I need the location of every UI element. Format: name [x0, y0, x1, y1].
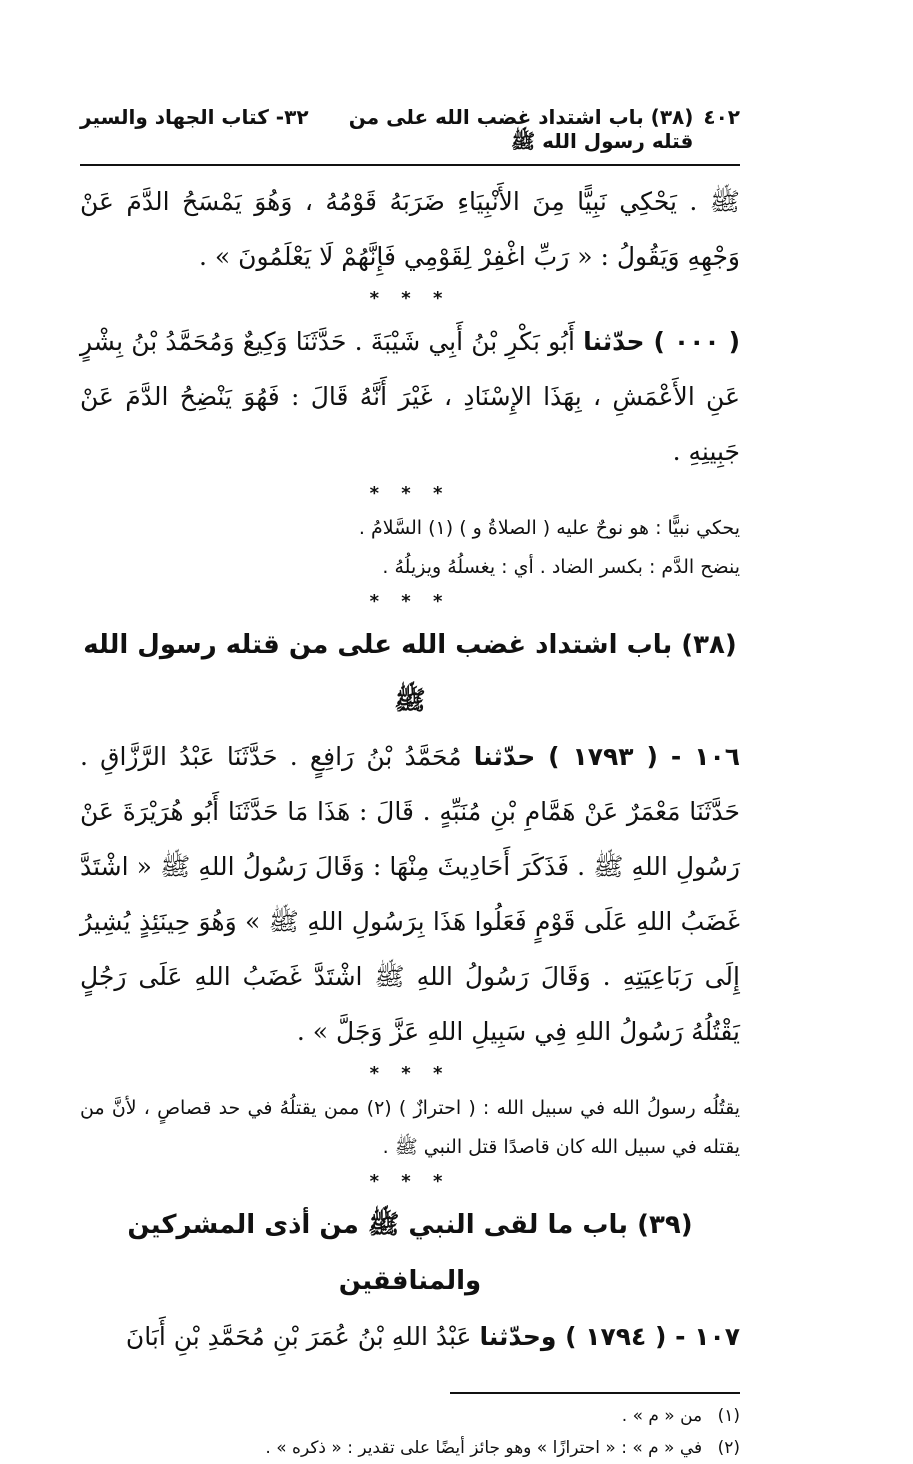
separator-stars: * * *	[369, 1171, 451, 1192]
separator-stars: * * *	[369, 288, 451, 309]
hadith-number: ١٠٦ - ( ١٧٩٣ ) حدّثنا	[473, 742, 740, 771]
document-page	[80, 105, 740, 1464]
header-book-title: ٣٢- كتاب الجهاد والسير	[80, 105, 309, 129]
commentary-note: يقتُلُه رسولُ الله في سبيل الله : ( احترازٌ ) (٢) ممن يقتلُهُ في حد قصاصٍ ، لأنَّ من يقتله في سبيل الله كان قاصدًا قتل النبي ﷺ .	[80, 1097, 740, 1158]
paragraph-1: ﷺ . يَحْكِي نَبِيًّا مِنَ الأَنْبِيَاءِ ضَرَبَهُ قَوْمُهُ ، وَهُوَ يَمْسَحُ الدَّمَ عَنْ وَجْهِهِ وَيَقُولُ : « رَبِّ اغْفِرْ لِقَوْمِي فَإِنَّهُمْ لَا يَعْلَمُونَ » .	[80, 187, 740, 271]
footnote	[80, 1400, 740, 1432]
footnote-marker: (٢)	[717, 1438, 740, 1458]
hadith-number: ( ٠٠٠ ) حدّثنا	[583, 327, 740, 356]
hadith-text: مُحَمَّدُ بْنُ رَافِعٍ . حَدَّثَنَا عَبْدُ الرَّزَّاقِ . حَدَّثَنَا مَعْمَرٌ عَنْ هَمَّامِ بْنِ مُنَبِّهٍ . قَالَ : هَذَا مَا حَدَّثَنَا أَبُو هُرَيْرَةَ عَنْ رَسُولِ اللهِ ﷺ . فَذَكَرَ أَحَادِيثَ مِنْهَا : وَقَالَ رَسُولُ اللهِ ﷺ « اشْتَدَّ غَضَبُ اللهِ عَلَى قَوْمٍ فَعَلُوا هَذَا بِرَسُولِ اللهِ ﷺ » وَهُوَ حِينَئِذٍ يُشِيرُ إِلَى رَبَاعِيَتِهِ . وَقَالَ رَسُولُ اللهِ ﷺ اشْتَدَّ غَضَبُ اللهِ عَلَى رَجُلٍ يَقْتُلُهُ رَسُولُ اللهِ فِي سَبِيلِ اللهِ عَزَّ وَجَلَّ » .	[80, 742, 740, 1046]
commentary-note: ينضح الدَّم : بكسر الضاد . أي : يغسلُهُ ويزيلُهُ .	[382, 556, 740, 578]
separator-stars: * * *	[369, 591, 451, 612]
hadith-text: عَبْدُ اللهِ بْنُ عُمَرَ بْنِ مُحَمَّدِ بْنِ أَبَانَ	[125, 1322, 472, 1351]
hadith-number: ١٠٧ - ( ١٧٩٤ ) وحدّثنا	[479, 1322, 740, 1351]
chapter-heading-38: (٣٨) باب اشتداد غضب الله على من قتله رسول الله ﷺ	[83, 630, 737, 716]
separator-stars: * * *	[369, 483, 451, 504]
footnotes	[80, 1400, 740, 1464]
commentary-note: يحكي نبيًّا : هو نوحٌ عليه ( الصلاةُ و ) (١) السَّلامُ .	[358, 517, 740, 539]
footnote-text: في « م » : « احترازًا » وهو جائز أيضًا على تقدير : « ذكره » .	[265, 1438, 703, 1458]
hadith-text: أَبُو بَكْرِ بْنُ أَبِي شَيْبَةَ . حَدَّثَنَا وَكِيعٌ وَمُحَمَّدُ بْنُ بِشْرٍ عَنِ الأَعْمَشِ ، بِهَذَا الإِسْنَادِ ، غَيْرَ أَنَّهُ قَالَ : فَهُوَ يَنْضِحُ الدَّمَ عَنْ جَبِينِهِ .	[80, 327, 740, 466]
page-number: ٤٠٢	[703, 105, 740, 129]
paragraph-2	[80, 314, 740, 479]
footnote-divider	[450, 1392, 740, 1394]
chapter-heading-39: (٣٩) باب ما لقى النبي ﷺ من أذى المشركين والمنافقين	[127, 1210, 693, 1296]
hadith-107	[80, 1309, 740, 1364]
header-chapter-title: (٣٨) باب اشتداد غضب الله على من قتله رسول الله ﷺ	[348, 105, 694, 153]
running-header	[80, 105, 740, 166]
footnote-text: من « م » .	[621, 1406, 703, 1426]
footnote-marker: (١)	[717, 1406, 740, 1426]
separator-stars: * * *	[369, 1063, 451, 1084]
hadith-106	[80, 729, 740, 1059]
footnote	[80, 1432, 740, 1464]
